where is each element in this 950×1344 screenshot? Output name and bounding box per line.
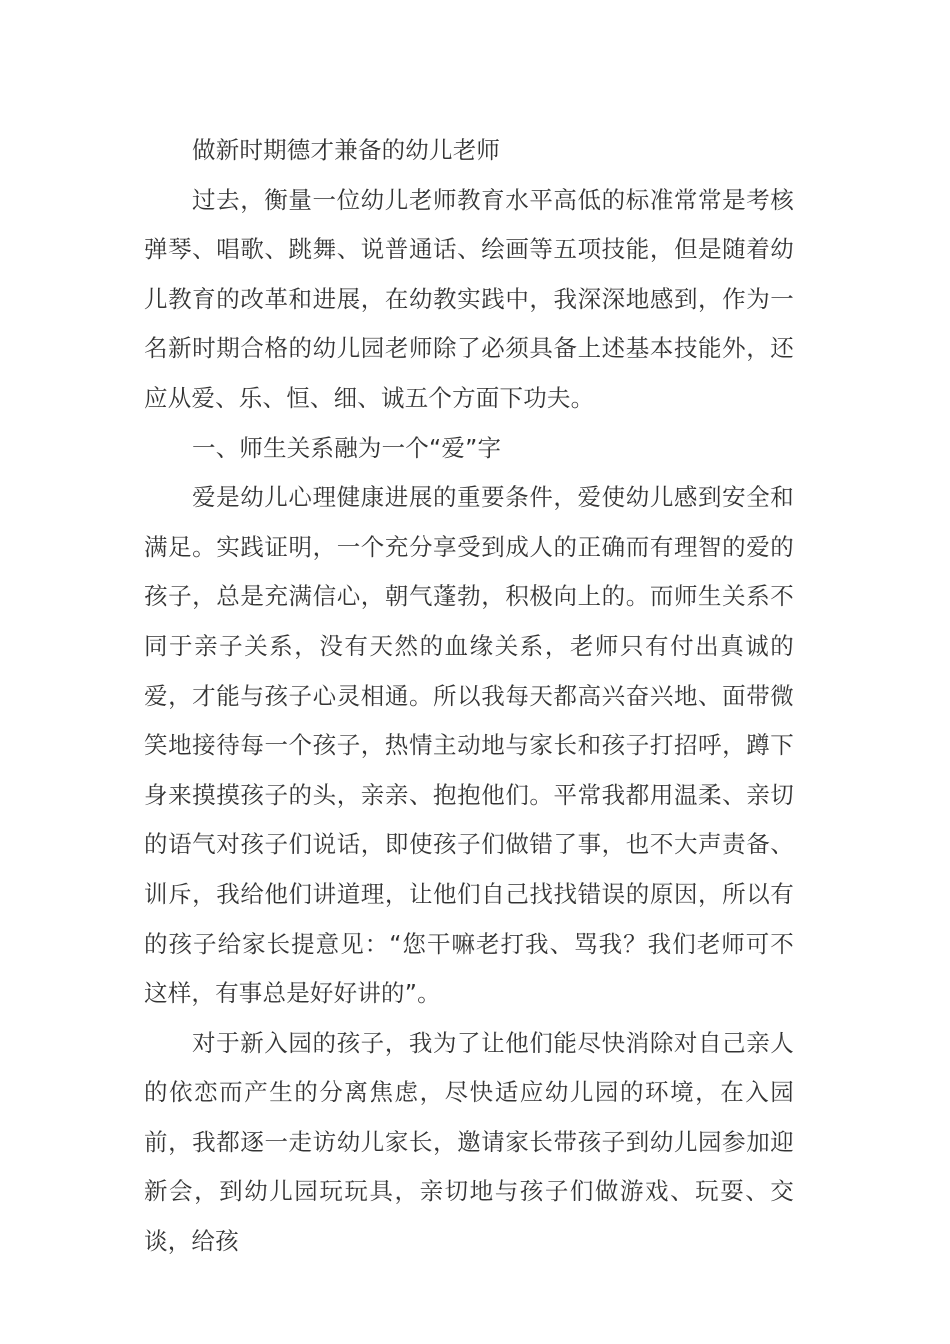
paragraph-new-children: 对于新入园的孩子，我为了让他们能尽快消除对自己亲人的依恋而产生的分离焦虑，尽快适应幼儿园的环境，在入园前，我都逐一走访幼儿家长，邀请家长带孩子到幼儿园参加迎新会，到幼儿园玩玩具，亲切地与孩子们做游戏、玩耍、交谈，给孩 bbox=[144, 1028, 794, 1256]
paragraph-love: 爱是幼儿心理健康进展的重要条件，爱使幼儿感到安全和满足。实践证明，一个充分享受到成人的正确而有理智的爱的孩子，总是充满信心，朝气蓬勃，积极向上的。而师生关系不同于亲子关系，没有天然的血缘关系，老师只有付出真诚的爱，才能与孩子心灵相通。所以我每天都高兴奋兴地、面带微笑地接待每一个孩子，热情主动地与家长和孩子打招呼，蹲下身来摸摸孩子的头，亲亲、抱抱他们。平常我都用温柔、亲切的语气对孩子们说话，即使孩子们做错了事，也不大声责备、训斥，我给他们讲道理，让他们自己找找错误的原因，所以有的孩子给家长提意见：“您干嘛老打我、骂我？我们老师可不这样，有事总是好好讲的”。 bbox=[144, 483, 794, 1008]
section-heading-love: 一、师生关系融为一个“爱”字 bbox=[192, 433, 502, 462]
paragraph-intro: 过去，衡量一位幼儿老师教育水平高低的标准常常是考核弹琴、唱歌、跳舞、说普通话、绘画等五项技能，但是随着幼儿教育的改革和进展，在幼教实践中，我深深地感到，作为一名新时期合格的幼儿园老师除了必须具备上述基本技能外，还应从爱、乐、恒、细、诚五个方面下功夫。 bbox=[144, 185, 794, 412]
document-body bbox=[144, 126, 794, 1267]
document-title: 做新时期德才兼备的幼儿老师 bbox=[192, 136, 501, 164]
